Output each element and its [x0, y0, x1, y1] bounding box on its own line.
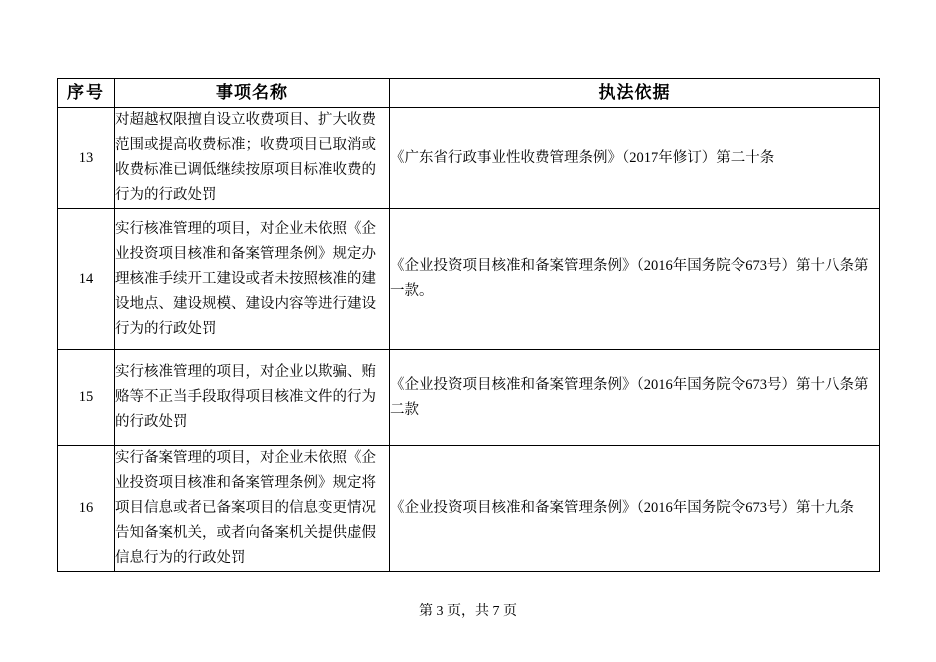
row-number: 14 [58, 209, 115, 350]
row-number: 15 [58, 350, 115, 446]
row-item-name: 实行核准管理的项目，对企业以欺骗、贿赂等不正当手段取得项目核准文件的行为的行政处罚 [115, 350, 390, 446]
page-number-text: 第 3 页，共 7 页 [419, 604, 517, 619]
row-legal-basis: 《广东省行政事业性收费管理条例》（2017年修订）第二十条 [390, 108, 880, 209]
table-row [58, 209, 880, 350]
table-row [58, 350, 880, 446]
row-number: 13 [58, 108, 115, 209]
table-row [58, 446, 880, 572]
page-footer [0, 600, 936, 620]
row-item-name: 实行核准管理的项目，对企业未依照《企业投资项目核准和备案管理条例》规定办理核准手续开工建设或者未按照核准的建设地点、建设规模、建设内容等进行建设行为的行政处罚 [115, 209, 390, 350]
column-header-legal-basis: 执法依据 [390, 79, 880, 108]
column-header-number: 序号 [58, 79, 115, 108]
row-item-name: 实行备案管理的项目，对企业未依照《企业投资项目核准和备案管理条例》规定将项目信息或者已备案项目的信息变更情况告知备案机关，或者向备案机关提供虚假信息行为的行政处罚 [115, 446, 390, 572]
row-item-name: 对超越权限擅自设立收费项目、扩大收费范围或提高收费标准；收费项目已取消或收费标准已调低继续按原项目标准收费的行为的行政处罚 [115, 108, 390, 209]
table-header [58, 79, 880, 108]
enforcement-items-table [57, 78, 880, 572]
row-legal-basis: 《企业投资项目核准和备案管理条例》（2016年国务院令673号）第十九条 [390, 446, 880, 572]
table-header-row [58, 79, 880, 108]
row-legal-basis: 《企业投资项目核准和备案管理条例》（2016年国务院令673号）第十八条第一款。 [390, 209, 880, 350]
column-header-item-name: 事项名称 [115, 79, 390, 108]
row-number: 16 [58, 446, 115, 572]
table-row [58, 108, 880, 209]
row-legal-basis: 《企业投资项目核准和备案管理条例》（2016年国务院令673号）第十八条第二款 [390, 350, 880, 446]
table-body [58, 108, 880, 572]
